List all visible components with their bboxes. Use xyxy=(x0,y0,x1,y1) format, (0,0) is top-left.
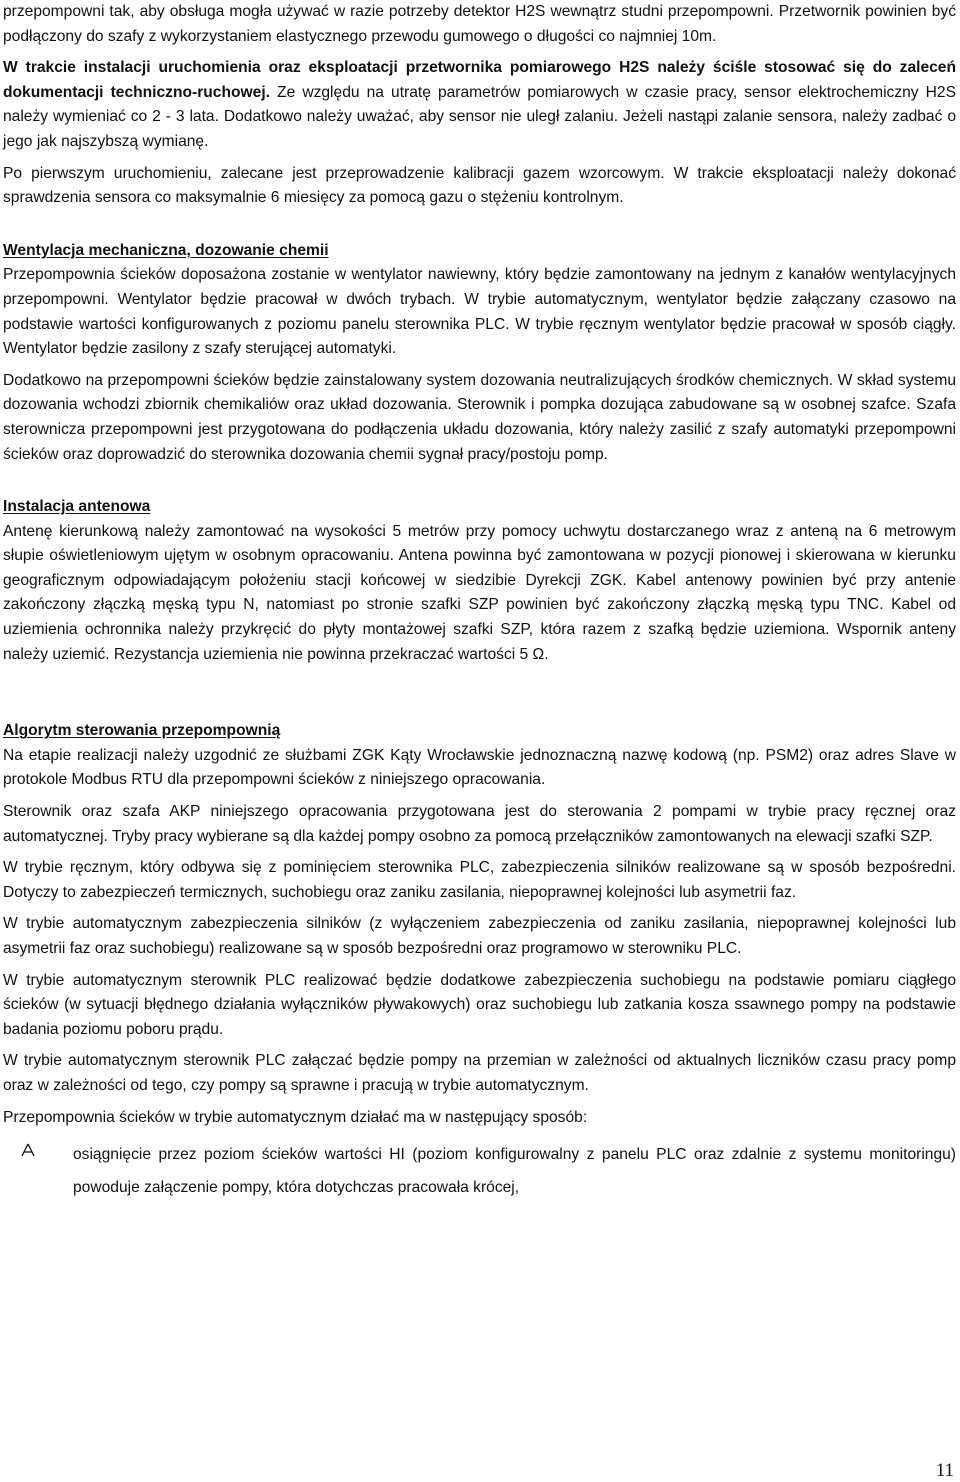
page-number: 11 xyxy=(935,1460,954,1481)
antenna-paragraph-1: Antenę kierunkową należy zamontować na wysokości 5 metrów przy pomocy uchwytu dostarczanego wraz z anteną na 6 metrowym słupie oświetleniowym ujętym w osobnym opracowaniu. Antena powinna być zamontowana w pozycji pionowej i skierowana w kierunku geograficznym odpowiadającym położeniu stacji końcowej w siedzibie Dyrekcji ZGK. Kabel antenowy powinien być przy antenie zakończony złączką męską typu N, natomiast po stronie szafki SZP powinien być zakończony złączką męską typu TNC. Kabel od uziemienia ochronnika należy przykręcić do płyty montażowej szafki SZP, która razem z szafką będzie uziemiona. Wspornik anteny należy uziemić. Rezystancja uziemienia nie powinna przekraczać wartości 5 Ω. xyxy=(3,522,956,663)
algorithm-paragraph-3: W trybie ręcznym, który odbywa się z pominięciem sterownika PLC, zabezpieczenia silników realizowane są w sposób bezpośredni. Dotyczy to zabezpieczeń termicznych, suchobiegu oraz zaniku zasilania, niepoprawnej kolejności lub asymetrii faz. xyxy=(3,859,956,901)
section-heading-algorithm: Algorytm sterowania przepompownią xyxy=(3,722,281,740)
ventilation-paragraph-1: Przepompownia ścieków doposażona zostanie w wentylator nawiewny, który będzie zamontowany na jednym z kanałów wentylacyjnych przepompowni. Wentylator będzie pracował w dwóch trybach. W trybie automatycznym, wentylator będzie załączany czasowo na podstawie wartości konfigurowanych z poziomu panelu sterownika PLC. W trybie ręcznym wentylator będzie pracował w sposób ciągły. Wentylator będzie zasilony z szafy sterującej automatyki. xyxy=(3,266,956,358)
calibration-paragraph: Po pierwszym uruchomieniu, zalecane jest przeprowadzenie kalibracji gazem wzorcowym. W trakcie eksploatacji należy dokonać sprawdzenia sensora co maksymalnie 6 miesięcy za pomocą gazu o stężeniu kontrolnym. xyxy=(3,164,956,207)
section-heading-antenna: Instalacja antenowa xyxy=(3,498,151,516)
list-item xyxy=(3,1138,956,1204)
algorithm-paragraph-2: Sterownik oraz szafa AKP niniejszego opracowania przygotowana jest do sterowania 2 pompami w trybie pracy ręcznej oraz automatycznej. Tryby pracy wybierane są dla każdej pompy osobno za pomocą przełączników zamontowanych na elewacji szafki SZP. xyxy=(3,803,956,845)
document-page xyxy=(3,0,956,1204)
algorithm-paragraph-6: W trybie automatycznym sterownik PLC załączać będzie pompy na przemian w zależności od aktualnych liczników czasu pracy pomp oraz w zależności od tego, czy pompy są sprawne i pracują w trybie automatycznym. xyxy=(3,1052,956,1094)
ventilation-paragraph-2: Dodatkowo na przepompowni ścieków będzie zainstalowany system dozowania neutralizujących środków chemicznych. W skład systemu dozowania wchodzi zbiornik chemikaliów oraz układ dozowania. Sterownik i pompka dozująca zabudowane są w osobnej szafce. Szafa sterownicza przepompowni jest przygotowana do podłączenia układu dozowania, który należy zasilić z szafy automatyki przepompowni ścieków oraz doprowadzić do sterownika dozowania chemii sygnał pracy/postoju pomp. xyxy=(3,371,956,463)
h2s-bold-text: W trakcie instalacji uruchomienia oraz eksploatacji przetwornika pomiarowego H2S należy ściśle stosować się do zaleceń dokumentacji techniczno-ruchowej. xyxy=(3,59,956,101)
algorithm-paragraph-1: Na etapie realizacji należy uzgodnić ze służbami ZGK Kąty Wrocławskie jednoznaczną nazwę kodową (np. PSM2) oraz adres Slave w protokole Modbus RTU dla przepompowni ścieków z niniejszego opracowania. xyxy=(3,746,956,789)
algorithm-paragraph-4: W trybie automatycznym zabezpieczenia silników (z wyłączeniem zabezpieczenia od zaniku zasilania, niepoprawnej kolejności lub asymetrii faz oraz suchobiegu) realizowane są w sposób bezpośredni oraz programowo w sterowniku PLC. xyxy=(3,915,956,957)
h2s-text: Ze względu na utratę parametrów pomiarowych w czasie pracy, sensor elektrochemiczny H2S należy wymieniać co 2 - 3 lata. Dodatkowo należy uważać, aby sensor nie uległ zalaniu. Jeżeli nastąpi zalanie sensora, należy zadbać o jego jak najszybszą wymianę. xyxy=(3,83,956,150)
section-heading-ventilation: Wentylacja mechaniczna, dozowanie chemii xyxy=(3,241,329,259)
bullet-icon xyxy=(3,1138,73,1168)
algorithm-paragraph-5: W trybie automatycznym sterownik PLC realizować będzie dodatkowe zabezpieczenia suchobiegu na podstawie pomiaru ciągłego ścieków (w sytuacji błędnego działania wyłączników pływakowych) oraz suchobiegu lub zatkania kosza ssawnego pompy na podstawie badania poziomu poboru prądu. xyxy=(3,971,956,1038)
intro-paragraph: przepompowni tak, aby obsługa mogła używać w razie potrzeby detektor H2S wewnątrz studni przepompowni. Przetwornik powinien być podłączony do szafy z wykorzystaniem elastycznego przewodu gumowego o długości co najmniej 10m. xyxy=(3,3,956,45)
algorithm-paragraph-7: Przepompownia ścieków w trybie automatycznym działać ma w następujący sposób: xyxy=(3,1108,588,1126)
bullet-text: osiągnięcie przez poziom ścieków wartości HI (poziom konfigurowalny z panelu PLC oraz zdalnie z systemu monitoringu) powoduje załączenie pompy, która dotychczas pracowała krócej, xyxy=(73,1146,956,1197)
h2s-paragraph xyxy=(3,56,956,154)
